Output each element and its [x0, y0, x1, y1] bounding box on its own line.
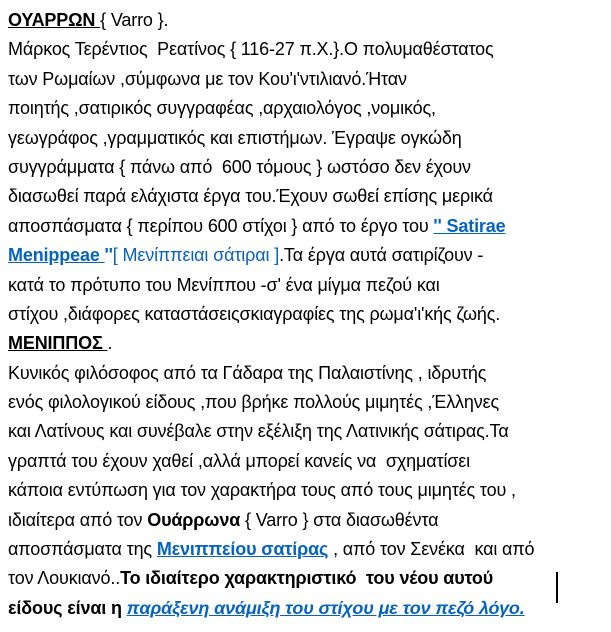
hyperlink[interactable]: Μενιππείου σατίρας: [156, 539, 329, 560]
text-run: { Varro }.: [100, 10, 169, 30]
text-line: [8, 388, 611, 417]
text-cursor: [556, 572, 558, 603]
text-run: συγγράμματα { πάνω από 600 τόμους } ωστόσο δεν έχουν: [8, 156, 471, 177]
text-run: γεωγράφος ,γραμματικός και επιστήμων. Έγραψε ογκώδη: [8, 127, 462, 148]
text-line: [8, 447, 611, 476]
text-line: [8, 535, 611, 564]
text-line: [8, 124, 611, 153]
text-run: .Τα έργα αυτά σατιρίζουν -: [279, 245, 484, 266]
text-run: [ Μενίππειαι σάτιραι ]: [112, 245, 280, 266]
text-run: Μάρκος Τερέντιος Ρεατίνος { 116-27 π.Χ.}.Ο πολυμαθέστατος: [8, 39, 494, 60]
hyperlink[interactable]: παράξενη ανάμιξη του στίχου με τον πεζό λόγο.: [126, 597, 525, 618]
text-run: γραπτά του έχουν χαθεί ,αλλά μπορεί κανείς να σχηματίσει: [8, 450, 470, 471]
text-line: [8, 182, 611, 211]
text-line: [8, 94, 611, 123]
text-run: κάποια εντύπωση για τον χαρακτήρα τους από τους μιμητές του ,: [8, 480, 516, 501]
text-line: [8, 476, 611, 505]
text-run: είδους είναι η: [8, 597, 127, 618]
text-run: κατά το πρότυπο του Μενίππου -σ' ένα μίγμα πεζού και: [8, 274, 440, 295]
text-run: στίχου ,διάφορες καταστάσειςσκιαγραφίες της ρωμα'ι'κής ζωής.: [8, 303, 501, 324]
text-line: [8, 271, 611, 300]
hyperlink[interactable]: '' Satirae: [433, 215, 506, 236]
text-line: [8, 241, 611, 270]
text-line: [8, 329, 611, 358]
text-run: Το ιδιαίτερο χαρακτηριστικό του νέου αυτού: [120, 568, 494, 589]
text-run: { Varro } στα διασωθέντα: [240, 509, 439, 530]
text-line: [8, 212, 611, 241]
text-line: [8, 359, 611, 388]
text-run: ενός φιλολογικού είδους ,που βρήκε πολλούς μιμητές ,Έλληνες: [8, 392, 500, 413]
text-line: [8, 65, 611, 94]
text-run: , από τον Σενέκα και από: [328, 539, 535, 560]
text-line: [8, 417, 611, 446]
text-run: τον Λουκιανό..: [8, 568, 121, 589]
text-line: [8, 300, 611, 329]
text-run: διασωθεί παρά ελάχιστα έργα του.Έχουν σωθεί επίσης μερικά: [8, 186, 493, 207]
text-run: Ουάρρωνα: [147, 509, 241, 530]
hyperlink[interactable]: Menippeae: [8, 245, 105, 266]
text-run: Κυνικός φιλόσοφος από τα Γάδαρα της Παλαιστίνης , ιδρυτής: [8, 362, 487, 383]
text-line: [8, 6, 611, 35]
text-run: αποσπάσματα { περίπου 600 στίχοι } από το έργο του: [8, 215, 434, 236]
text-run: των Ρωμαίων ,σύμφωνα με τον Κου'ι'ντιλιανό.Ήταν: [8, 68, 407, 89]
text-run: .: [107, 333, 113, 354]
text-run: ιδιαίτερα από τον: [8, 509, 148, 530]
text-run: ΜΕΝΙΠΠΟΣ: [8, 333, 108, 354]
text-run: ποιητής ,σατιρικός συγγραφέας ,αρχαιολόγος ,νομικός,: [8, 98, 436, 119]
text-run: ΟΥΑΡΡΩΝ: [8, 10, 101, 30]
text-line: [8, 153, 611, 182]
text-line: [8, 35, 611, 64]
text-line: [8, 594, 611, 623]
text-run: και Λατίνους και συνέβαλε στην εξέλιξη της Λατινικής σάτιρας.Τα: [8, 421, 509, 442]
text-line: [8, 506, 611, 535]
text-line: [8, 564, 611, 593]
text-run: '': [104, 245, 113, 266]
text-run: αποσπάσματα της: [8, 539, 157, 560]
